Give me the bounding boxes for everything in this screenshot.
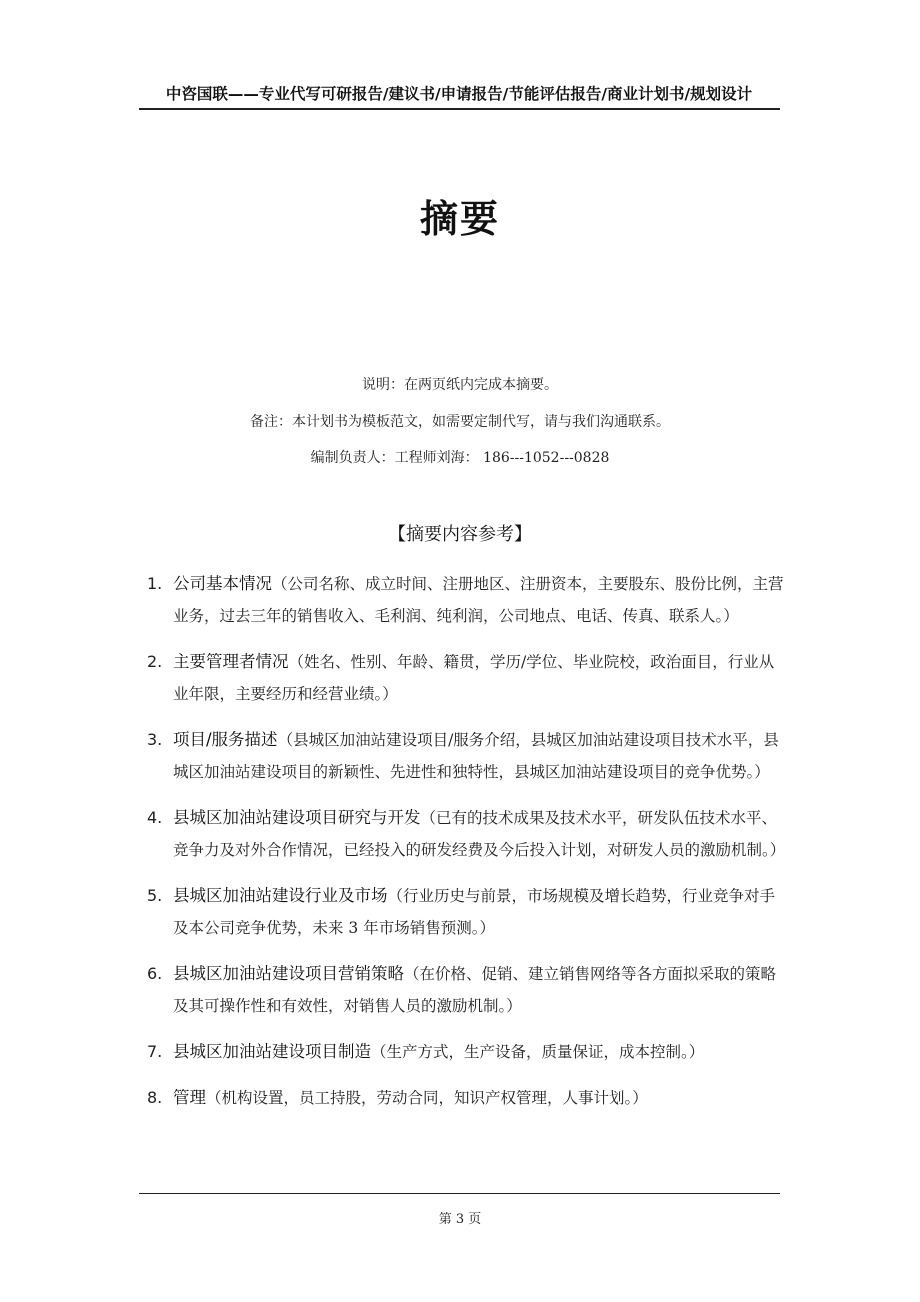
item-description: （机构设置，员工持股，劳动合同，知识产权管理，人事计划。）	[206, 1089, 648, 1107]
item-number: 4.	[147, 808, 163, 827]
item-heading: 县城区加油站建设项目研究与开发	[173, 808, 421, 827]
item-heading: 县城区加油站建设行业及市场	[173, 886, 388, 905]
item-number: 5.	[147, 886, 163, 905]
section-title: 【摘要内容参考】	[388, 524, 532, 545]
summary-items-list	[147, 568, 787, 1128]
list-item	[147, 646, 787, 710]
page-number: 第 3 页	[438, 1212, 482, 1227]
list-item	[147, 724, 787, 788]
item-description: （姓名、性别、年龄、籍贯，学历/学位、毕业院校，政治面目，行业从业年限，主要经历和经营业绩。）	[173, 653, 775, 703]
item-description: （已有的技术成果及技术水平，研发队伍技术水平、竞争力及对外合作情况，已经投入的研发经费及今后投入计划，对研发人员的激励机制。）	[173, 809, 786, 859]
item-number: 1.	[147, 574, 163, 593]
list-item	[147, 1082, 787, 1114]
item-description: （公司名称、成立时间、注册地区、注册资本，主要股东、股份比例，主营业务，过去三年的销售收入、毛利润、纯利润，公司地点、电话、传真、联系人。）	[173, 575, 784, 625]
item-number: 6.	[147, 964, 163, 983]
page-title: 摘要	[419, 197, 500, 241]
list-item	[147, 568, 787, 632]
item-heading: 县城区加油站建设项目营销策略	[173, 964, 404, 983]
item-heading: 县城区加油站建设项目制造	[173, 1042, 371, 1061]
item-number: 7.	[147, 1042, 163, 1061]
item-heading: 主要管理者情况	[173, 652, 289, 671]
header-divider	[139, 108, 780, 110]
list-item	[147, 880, 787, 944]
footer-divider	[139, 1193, 780, 1194]
item-heading: 公司基本情况	[173, 574, 272, 593]
item-number: 3.	[147, 730, 163, 749]
note-remark: 备注：本计划书为模板范文，如需要定制代写，请与我们沟通联系。	[250, 414, 670, 430]
item-heading: 项目/服务描述	[173, 730, 278, 749]
list-item	[147, 1036, 787, 1068]
item-number: 8.	[147, 1088, 163, 1107]
page-header: 中咨国联——专业代写可研报告/建议书/申请报告/节能评估报告/商业计划书/规划设计	[165, 85, 753, 103]
item-description: （行业历史与前景，市场规模及增长趋势，行业竞争对手及本公司竞争优势，未来 3 年市场销售预测。）	[173, 887, 776, 937]
item-description: （生产方式，生产设备，质量保证，成本控制。）	[371, 1043, 705, 1061]
item-description: （县城区加油站建设项目/服务介绍，县城区加油站建设项目技术水平，县城区加油站建设项目的新颖性、先进性和独特性，县城区加油站建设项目的竞争优势。）	[173, 731, 779, 781]
note-instruction: 说明：在两页纸内完成本摘要。	[362, 377, 558, 393]
item-number: 2.	[147, 652, 163, 671]
item-heading: 管理	[173, 1088, 206, 1107]
item-description: （在价格、促销、建立销售网络等各方面拟采取的策略及其可操作性和有效性，对销售人员的激励机制。）	[173, 965, 777, 1015]
list-item	[147, 958, 787, 1022]
note-contact: 编制负责人：工程师刘海： 186---1052---0828	[310, 450, 610, 466]
list-item	[147, 802, 787, 866]
